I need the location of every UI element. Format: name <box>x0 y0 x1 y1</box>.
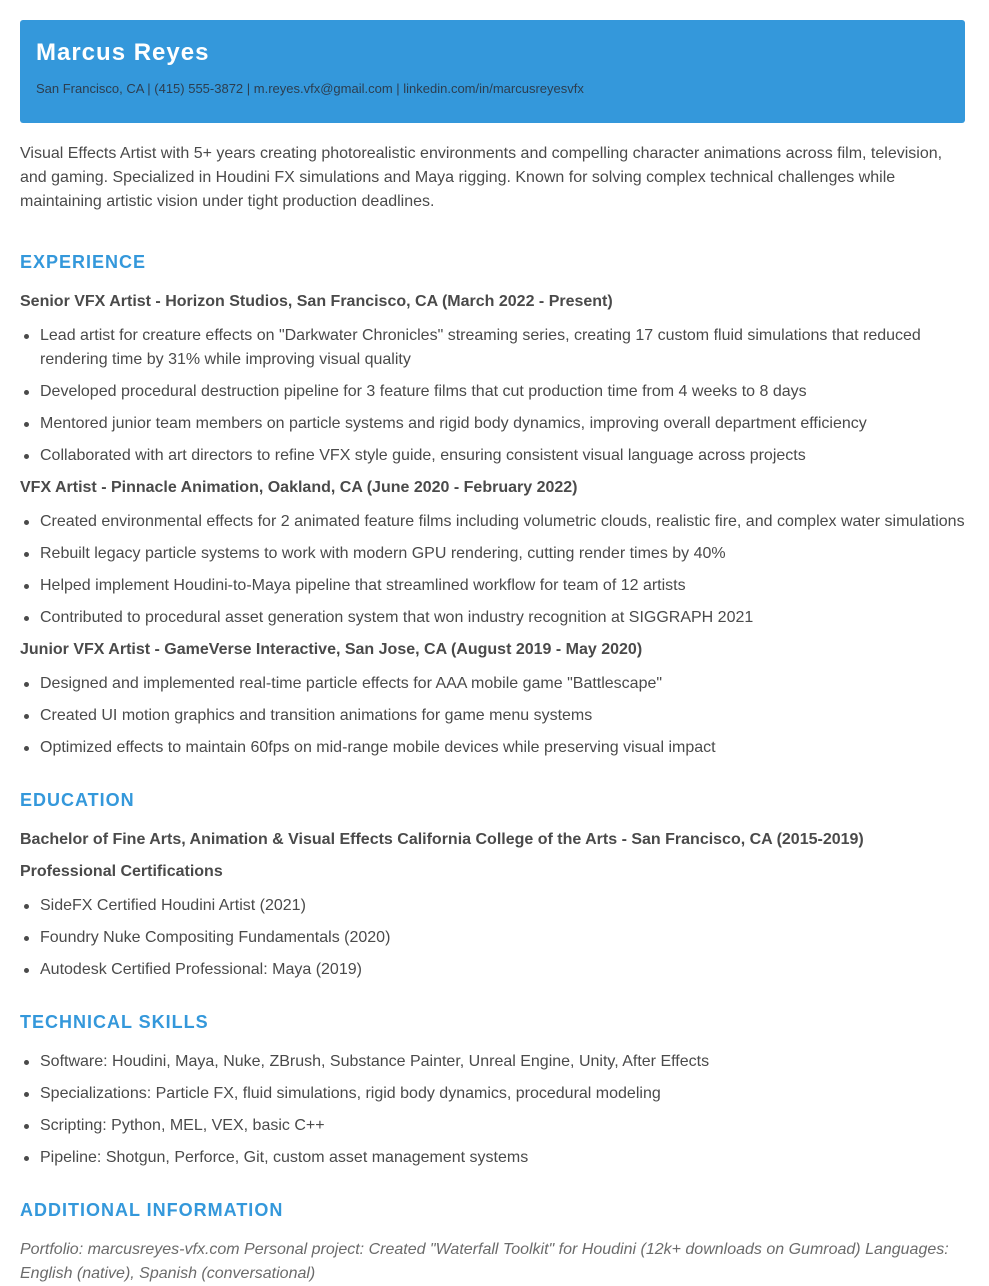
job-bullet: Created environmental effects for 2 animated feature films including volumetric clouds, realistic fire, and complex water simulations <box>20 510 969 534</box>
certification-item: SideFX Certified Houdini Artist (2021) <box>20 894 969 918</box>
contact-info: San Francisco, CA | (415) 555-3872 | m.reyes.vfx@gmail.com | linkedin.com/in/marcusreyesvfx <box>36 81 584 96</box>
job-title: VFX Artist - Pinnacle Animation, Oakland, CA (June 2020 - February 2022) <box>20 479 578 496</box>
job-bullet: Mentored junior team members on particle systems and rigid body dynamics, improving overall department efficiency <box>20 412 969 436</box>
section-title-skills: TECHNICAL SKILLS <box>20 1012 209 1032</box>
professional-summary: Visual Effects Artist with 5+ years creating photorealistic environments and compelling character animations across film, television, and gaming. Specialized in Houdini FX simulations and Maya rigging. Known for solving complex technical challenges while maintaining artistic vision under tight production deadlines. <box>20 145 943 210</box>
job-title: Senior VFX Artist - Horizon Studios, San Francisco, CA (March 2022 - Present) <box>20 293 613 310</box>
section-title-additional: ADDITIONAL INFORMATION <box>20 1200 284 1220</box>
certification-item: Foundry Nuke Compositing Fundamentals (2020) <box>20 926 969 950</box>
job-bullet: Designed and implemented real-time particle effects for AAA mobile game "Battlescape" <box>20 672 969 696</box>
job-bullet: Helped implement Houdini-to-Maya pipeline that streamlined workflow for team of 12 artists <box>20 574 969 598</box>
job-bullets <box>20 510 969 630</box>
additional-info: Portfolio: marcusreyes-vfx.com Personal project: Created "Waterfall Toolkit" for Houdini (12k+ downloads on Gumroad) Languages: English (native), Spanish (conversational) <box>20 1241 949 1282</box>
skills-list <box>20 1050 969 1170</box>
job-bullet: Lead artist for creature effects on "Darkwater Chronicles" streaming series, creating 17 custom fluid simulations that reduced rendering time by 31% while improving visual quality <box>20 324 969 372</box>
skill-item: Specializations: Particle FX, fluid simulations, rigid body dynamics, procedural modeling <box>20 1082 969 1106</box>
degree: Bachelor of Fine Arts, Animation & Visual Effects California College of the Arts - San Francisco, CA (2015-2019) <box>20 831 864 848</box>
job-bullet: Created UI motion graphics and transition animations for game menu systems <box>20 704 969 728</box>
job-bullet: Contributed to procedural asset generation system that won industry recognition at SIGGRAPH 2021 <box>20 606 969 630</box>
skill-item: Software: Houdini, Maya, Nuke, ZBrush, Substance Painter, Unreal Engine, Unity, After Effects <box>20 1050 969 1074</box>
candidate-name: Marcus Reyes <box>36 39 210 66</box>
certification-list <box>20 894 969 982</box>
resume-header <box>20 20 965 123</box>
job-bullets <box>20 672 969 760</box>
job-bullet: Optimized effects to maintain 60fps on mid-range mobile devices while preserving visual impact <box>20 736 969 760</box>
certification-item: Autodesk Certified Professional: Maya (2019) <box>20 958 969 982</box>
resume-body <box>20 142 969 1286</box>
skill-item: Pipeline: Shotgun, Perforce, Git, custom asset management systems <box>20 1146 969 1170</box>
job-bullets <box>20 324 969 468</box>
section-title-education: EDUCATION <box>20 790 135 810</box>
skill-item: Scripting: Python, MEL, VEX, basic C++ <box>20 1114 969 1138</box>
job-bullet: Developed procedural destruction pipeline for 3 feature films that cut production time from 4 weeks to 8 days <box>20 380 969 404</box>
section-title-experience: EXPERIENCE <box>20 252 147 272</box>
job-title: Junior VFX Artist - GameVerse Interactive, San Jose, CA (August 2019 - May 2020) <box>20 641 643 658</box>
certifications-title: Professional Certifications <box>20 863 223 880</box>
job-bullet: Rebuilt legacy particle systems to work with modern GPU rendering, cutting render times by 40% <box>20 542 969 566</box>
job-bullet: Collaborated with art directors to refine VFX style guide, ensuring consistent visual language across projects <box>20 444 969 468</box>
